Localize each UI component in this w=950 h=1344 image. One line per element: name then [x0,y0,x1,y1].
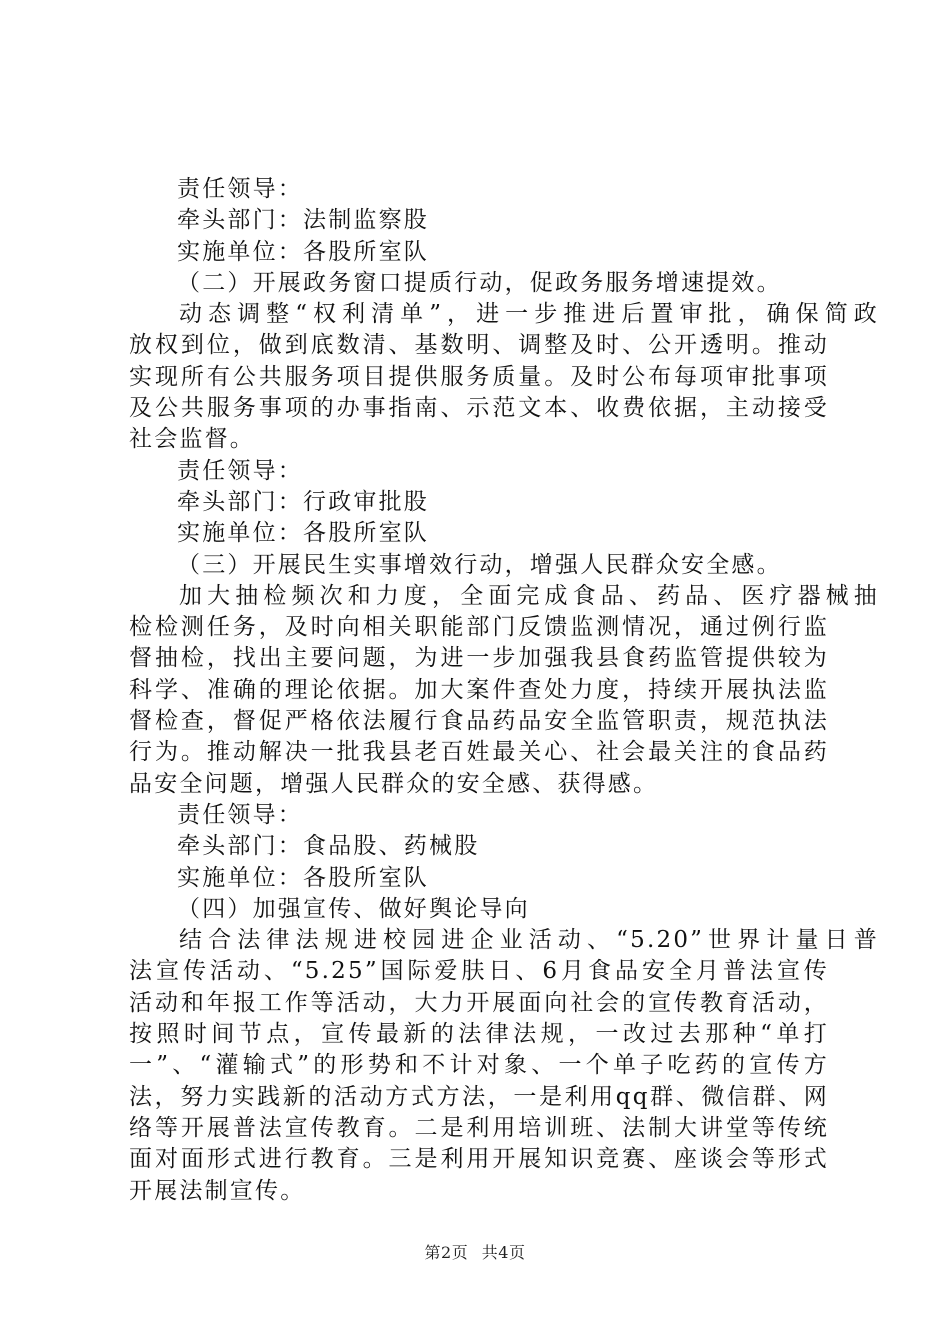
paragraph-line: 社会监督。 [129,426,255,453]
text-line: 牵头部门：行政审批股 [177,488,429,515]
paragraph-line: 络等开展普法宣传教育。二是利用培训班、法制大讲堂等传统 [129,1114,829,1141]
paragraph-line: 活动和年报工作等活动，大力开展面向社会的宣传教育活动， [129,989,829,1016]
paragraph-line: 督检查，督促严格依法履行食品药品安全监管职责，规范执法 [129,708,829,735]
page-total: 共4页 [481,1243,526,1262]
text-line: 实施单位：各股所室队 [177,520,429,547]
text-line: （四）加强宣传、做好舆论导向 [177,895,530,922]
paragraph-line: 面对面形式进行教育。三是利用开展知识竞赛、座谈会等形式 [129,1146,829,1173]
paragraph-line: 结合法律法规进校园进企业活动、“5.20”世界计量日普 [179,927,879,954]
paragraph-line: 动态调整“权利清单”，进一步推进后置审批，确保简政 [179,301,879,328]
text-line: 责任领导： [177,176,303,202]
paragraph-line: 及公共服务事项的办事指南、示范文本、收费依据，主动接受 [129,395,829,422]
document-body [129,174,879,1207]
paragraph-line: 开展法制宣传。 [129,1177,306,1204]
paragraph-line: 品安全问题，增强人民群众的安全感、获得感。 [129,770,659,797]
text-line: （三）开展民生实事增效行动，增强人民群众安全感。 [177,551,782,578]
paragraph-line: 法宣传活动、“5.25”国际爱肤日、6月食品安全月普法宣传 [129,958,829,985]
paragraph-line: 实现所有公共服务项目提供服务质量。及时公布每项审批事项 [129,363,829,390]
paragraph-line: 按照时间节点，宣传最新的法律法规，一改过去那种“单打 [129,1021,829,1048]
text-line: 牵头部门：食品股、药械股 [177,833,480,860]
text-line: 实施单位：各股所室队 [177,238,429,265]
text-line: （二）开展政务窗口提质行动，促政务服务增速提效。 [177,269,782,296]
paragraph-line: 放权到位，做到底数清、基数明、调整及时、公开透明。推动 [129,332,829,359]
text-line: 责任领导： [177,801,303,828]
page-footer [0,1240,950,1263]
text-line: 责任领导： [177,457,303,484]
paragraph-line: 一”、“灌输式”的形势和不计对象、一个单子吃药的宣传方 [129,1052,829,1079]
paragraph [129,581,879,800]
paragraph [129,925,879,1207]
paragraph-line: 检检测任务，及时向相关职能部门反馈监测情况，通过例行监 [129,614,829,641]
page-number: 第2页 [424,1243,469,1262]
text-line: 牵头部门：法制监察股 [177,207,429,234]
paragraph-line: 加大抽检频次和力度，全面完成食品、药品、医疗器械抽 [179,582,879,609]
paragraph-line: 督抽检，找出主要问题，为进一步加强我县食药监管提供较为 [129,645,829,672]
paragraph-line: 行为。推动解决一批我县老百姓最关心、社会最关注的食品药 [129,739,829,766]
paragraph-line: 科学、准确的理论依据。加大案件查处力度，持续开展执法监 [129,676,829,703]
paragraph-line: 法，努力实践新的活动方式方法，一是利用qq群、微信群、网 [129,1083,829,1110]
text-line: 实施单位：各股所室队 [177,864,429,891]
paragraph [129,299,879,455]
